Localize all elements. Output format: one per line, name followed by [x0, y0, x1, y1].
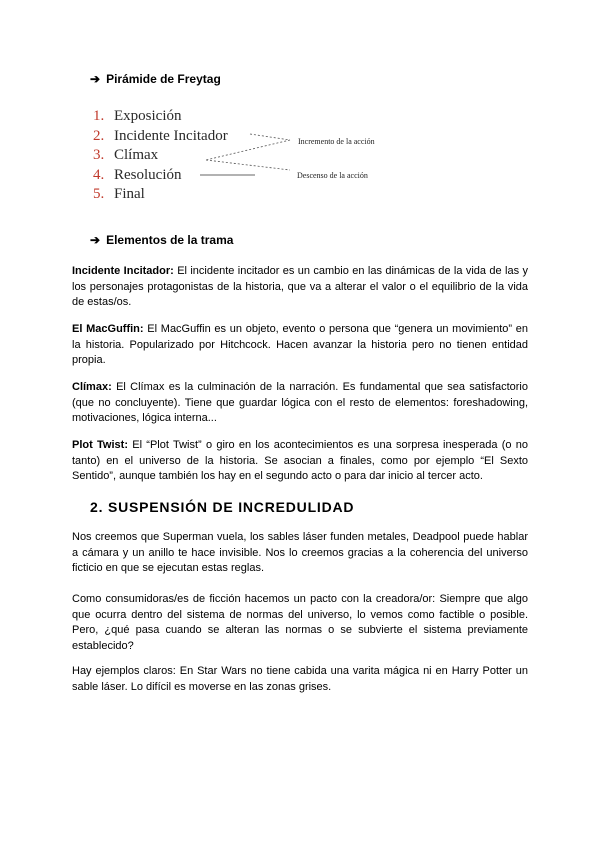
pyramid-connectors — [0, 0, 600, 200]
arrow-right-icon: ➔ — [90, 233, 101, 247]
elements-heading — [90, 233, 233, 247]
definition: El Clímax es la culminación de la narración. Es fundamental que sea satisfactorio (que no concluyente). Tiene que guardar lógica con el resto de elementos: foreshadowing, motivaciones, lógica interna... — [72, 381, 528, 424]
term: Plot Twist: — [72, 439, 128, 451]
term: Incidente Incitador: — [72, 265, 174, 277]
note-falling-action: Descenso de la acción — [297, 171, 368, 180]
connector-line — [206, 140, 290, 160]
list-number: 4. — [93, 166, 105, 183]
definition: El MacGuffin es un objeto, evento o persona que “genera un movimiento” en la historia. Popularizado por Hitchcock. Hacen avanzar la historia pero no tienen entidad propia. — [72, 323, 529, 366]
list-number: 2. — [93, 127, 105, 144]
list-label: Clímax — [114, 147, 159, 163]
paragraph-section2-2: Como consumidoras/es de ficción hacemos un pacto con la creadora/or: Siempre que algo que ocurra dentro del sistema de normas del universo, lo vemos como factible o posible. Pero, ¿qué pasa cuando se alteran las normas o se subvierte el sistema previamente establecido? — [72, 593, 528, 652]
definition: El “Plot Twist” o giro en los acontecimientos es una sorpresa inesperada (o no tanto) en el universo de la historia. Se asocian a finales, como por ejemplo “El Sexto Sentido”, aunque también los hay en el segundo acto o para dar inicio al tercer acto. — [72, 439, 528, 482]
list-number: 3. — [93, 147, 105, 163]
connector-line — [206, 160, 290, 170]
elements-title: Elementos de la trama — [106, 233, 234, 247]
paragraph-section2-1: Nos creemos que Superman vuela, los sables láser funden metales, Deadpool puede hablar a cámara y un anillo te hace invisible. Nos lo creemos gracias a la coherencia del universo ficticio en que se ejecutan estas reglas. — [72, 531, 528, 574]
paragraph-plot-twist — [72, 438, 528, 485]
list-number: 1. — [93, 108, 105, 124]
list-number: 5. — [93, 186, 105, 202]
paragraph-section2-3: Hay ejemplos claros: En Star Wars no tiene cabida una varita mágica ni en Harry Potter un sable láser. Lo difícil es moverse en las zonas grises. — [72, 665, 528, 693]
connector-line — [250, 134, 290, 140]
list-label: Exposición — [114, 108, 182, 124]
freytag-title: Pirámide de Freytag — [106, 72, 221, 86]
list-label: Incidente Incitador — [114, 127, 228, 144]
term: Clímax: — [72, 381, 112, 393]
section-title: 2. SUSPENSIÓN DE INCREDULIDAD — [90, 499, 355, 515]
list-label: Resolución — [114, 166, 182, 183]
arrow-right-icon: ➔ — [90, 72, 101, 86]
paragraph-macguffin — [72, 322, 528, 369]
list-label: Final — [114, 186, 145, 202]
paragraph-incidente — [72, 264, 528, 311]
term: El MacGuffin: — [72, 323, 144, 335]
definition: El incidente incitador es un cambio en las dinámicas de la vida de las y los personajes protagonistas de la historia, que va a alterar el valor o el equilibrio de la vida de estas/os. — [72, 265, 528, 308]
note-rising-action: Incremento de la acción — [298, 137, 375, 146]
paragraph-climax — [72, 380, 528, 427]
